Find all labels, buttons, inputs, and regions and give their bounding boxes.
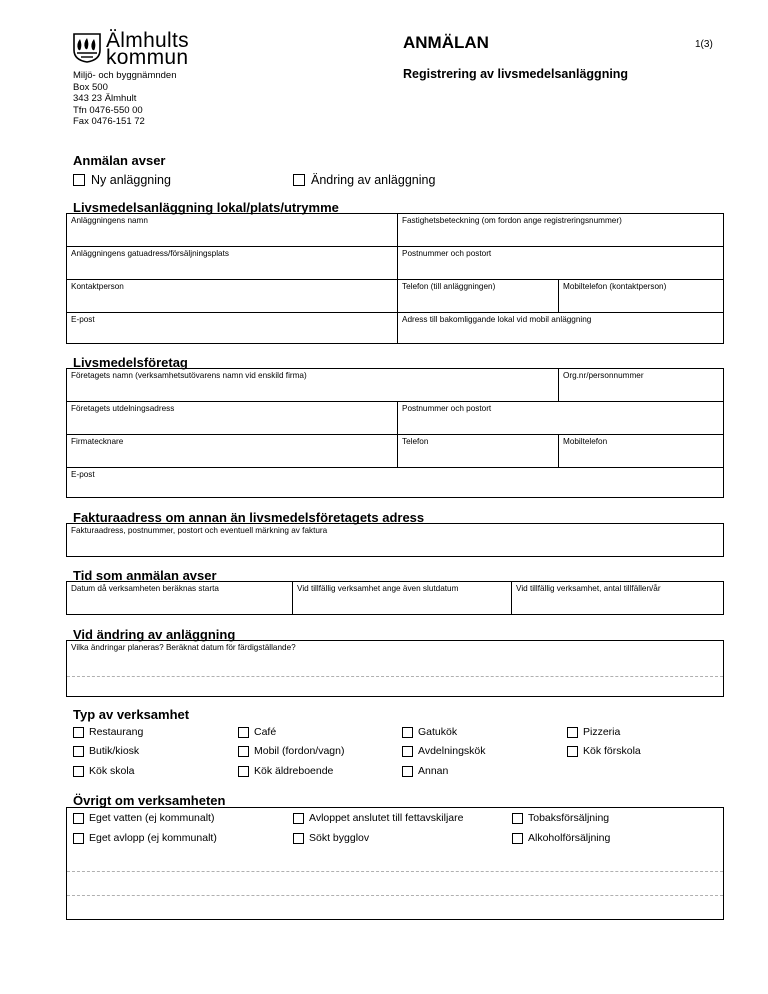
checkbox-gatukok[interactable]: Gatukök (402, 726, 457, 738)
checkbox-butik-kiosk[interactable]: Butik/kiosk (73, 745, 139, 757)
organisation-address (73, 70, 177, 128)
checkbox-box[interactable] (293, 174, 305, 186)
document-subtitle: Registrering av livsmedelsanläggning (403, 67, 629, 81)
checkbox-pizzeria[interactable]: Pizzeria (567, 726, 620, 738)
logo-line-1: Älmhults (106, 29, 189, 52)
field-fastighetsbeteckning[interactable]: Fastighetsbeteckning (om fordon ange registreringsnummer) (402, 216, 622, 225)
checkbox-andring-anlaggning[interactable]: Ändring av anläggning (293, 173, 435, 187)
section-heading-foretag: Livsmedelsföretag (73, 355, 188, 370)
faktura-form (66, 523, 724, 557)
checkbox-fettavskiljare[interactable]: Avloppet anslutet till fettavskiljare (293, 812, 463, 824)
checkbox-box[interactable] (73, 746, 84, 757)
field-slutdatum[interactable]: Vid tillfällig verksamhet ange även slutdatum (297, 584, 459, 593)
field-foretagets-namn[interactable]: Företagets namn (verksamhetsutövarens namn vid enskild firma) (71, 371, 307, 380)
coat-of-arms-icon (72, 33, 102, 63)
field-foretag-telefon[interactable]: Telefon (402, 437, 429, 446)
field-kontaktperson[interactable]: Kontaktperson (71, 282, 124, 291)
org-fax: Fax 0476-151 72 (73, 116, 145, 128)
section-heading-faktura: Fakturaadress om annan än livsmedelsföretagets adress (73, 510, 425, 525)
field-orgnr[interactable]: Org.nr/personnummer (563, 371, 644, 380)
checkbox-box[interactable] (512, 813, 523, 824)
field-anlaggningens-namn[interactable]: Anläggningens namn (71, 216, 148, 225)
tid-form (66, 581, 724, 615)
checkbox-restaurang[interactable]: Restaurang (73, 726, 143, 738)
checkbox-box[interactable] (402, 746, 413, 757)
checkbox-box[interactable] (73, 833, 84, 844)
field-mobiltelefon[interactable]: Mobiltelefon (kontaktperson) (563, 282, 667, 291)
document-title: ANMÄLAN (403, 33, 489, 52)
checkbox-box[interactable] (73, 813, 84, 824)
section-heading-ovrigt: Övrigt om verksamheten (73, 793, 226, 808)
org-name: Miljö- och byggnämnden (73, 70, 177, 81)
checkbox-box[interactable] (402, 727, 413, 738)
page-number: 1(3) (695, 39, 713, 50)
field-postnummer[interactable]: Postnummer och postort (402, 249, 492, 258)
checkbox-sokt-bygglov[interactable]: Sökt bygglov (293, 832, 369, 844)
kommun-logo (72, 29, 189, 69)
field-epost[interactable]: E-post (71, 315, 95, 324)
section-heading-lokal: Livsmedelsanläggning lokal/plats/utrymme (73, 200, 339, 215)
lokal-form (66, 213, 724, 344)
field-startdatum[interactable]: Datum då verksamheten beräknas starta (71, 584, 219, 593)
section-heading-typ: Typ av verksamhet (73, 707, 190, 722)
checkbox-box[interactable] (73, 766, 84, 777)
field-utdelningsadress[interactable]: Företagets utdelningsadress (71, 404, 175, 413)
field-foretag-mobiltelefon[interactable]: Mobiltelefon (563, 437, 608, 446)
checkbox-box[interactable] (512, 833, 523, 844)
checkbox-cafe[interactable]: Café (238, 726, 276, 738)
checkbox-mobil[interactable]: Mobil (fordon/vagn) (238, 745, 344, 757)
field-antal-tillfallen[interactable]: Vid tillfällig verksamhet, antal tillfällen/år (516, 584, 661, 593)
checkbox-box[interactable] (238, 727, 249, 738)
checkbox-avdelningskok[interactable]: Avdelningskök (402, 745, 486, 757)
checkbox-box[interactable] (238, 746, 249, 757)
org-postal: 343 23 Älmhult (73, 93, 137, 105)
section-heading-anmalan: Anmälan avser (73, 153, 166, 168)
field-foretag-epost[interactable]: E-post (71, 470, 95, 479)
section-heading-andring: Vid ändring av anläggning (73, 627, 236, 642)
field-firmatecknare[interactable]: Firmatecknare (71, 437, 124, 446)
checkbox-tobaksforsaljning[interactable]: Tobaksförsäljning (512, 812, 609, 824)
checkbox-kok-skola[interactable]: Kök skola (73, 765, 135, 777)
checkbox-kok-aldreboende[interactable]: Kök äldreboende (238, 765, 333, 777)
checkbox-ny-anlaggning[interactable]: Ny anläggning (73, 173, 171, 187)
org-phone: Tfn 0476-550 00 (73, 104, 143, 116)
field-foretag-postnummer[interactable]: Postnummer och postort (402, 404, 492, 413)
checkbox-box[interactable] (567, 727, 578, 738)
checkbox-eget-vatten[interactable]: Eget vatten (ej kommunalt) (73, 812, 214, 824)
checkbox-box[interactable] (293, 833, 304, 844)
checkbox-box[interactable] (402, 766, 413, 777)
checkbox-box[interactable] (293, 813, 304, 824)
checkbox-box[interactable] (73, 174, 85, 186)
field-bakomliggande-adress[interactable]: Adress till bakomliggande lokal vid mobil anläggning (402, 315, 592, 324)
checkbox-kok-forskola[interactable]: Kök förskola (567, 745, 641, 757)
foretag-form (66, 368, 724, 498)
field-fakturaadress[interactable]: Fakturaadress, postnummer, postort och eventuell märkning av faktura (71, 526, 328, 535)
checkbox-annan[interactable]: Annan (402, 765, 448, 777)
checkbox-eget-avlopp[interactable]: Eget avlopp (ej kommunalt) (73, 832, 217, 844)
org-box: Box 500 (73, 81, 108, 93)
andring-form (66, 640, 724, 697)
checkbox-box[interactable] (73, 727, 84, 738)
field-gatuadress[interactable]: Anläggningens gatuadress/försäljningsplats (71, 249, 229, 258)
logo-line-2: kommun (106, 46, 189, 69)
section-heading-tid: Tid som anmälan avser (73, 568, 217, 583)
checkbox-alkoholforsaljning[interactable]: Alkoholförsäljning (512, 832, 610, 844)
field-andringar[interactable]: Vilka ändringar planeras? Beräknat datum för färdigställande? (71, 643, 296, 652)
field-telefon[interactable]: Telefon (till anläggningen) (402, 282, 496, 291)
checkbox-box[interactable] (238, 766, 249, 777)
checkbox-box[interactable] (567, 746, 578, 757)
